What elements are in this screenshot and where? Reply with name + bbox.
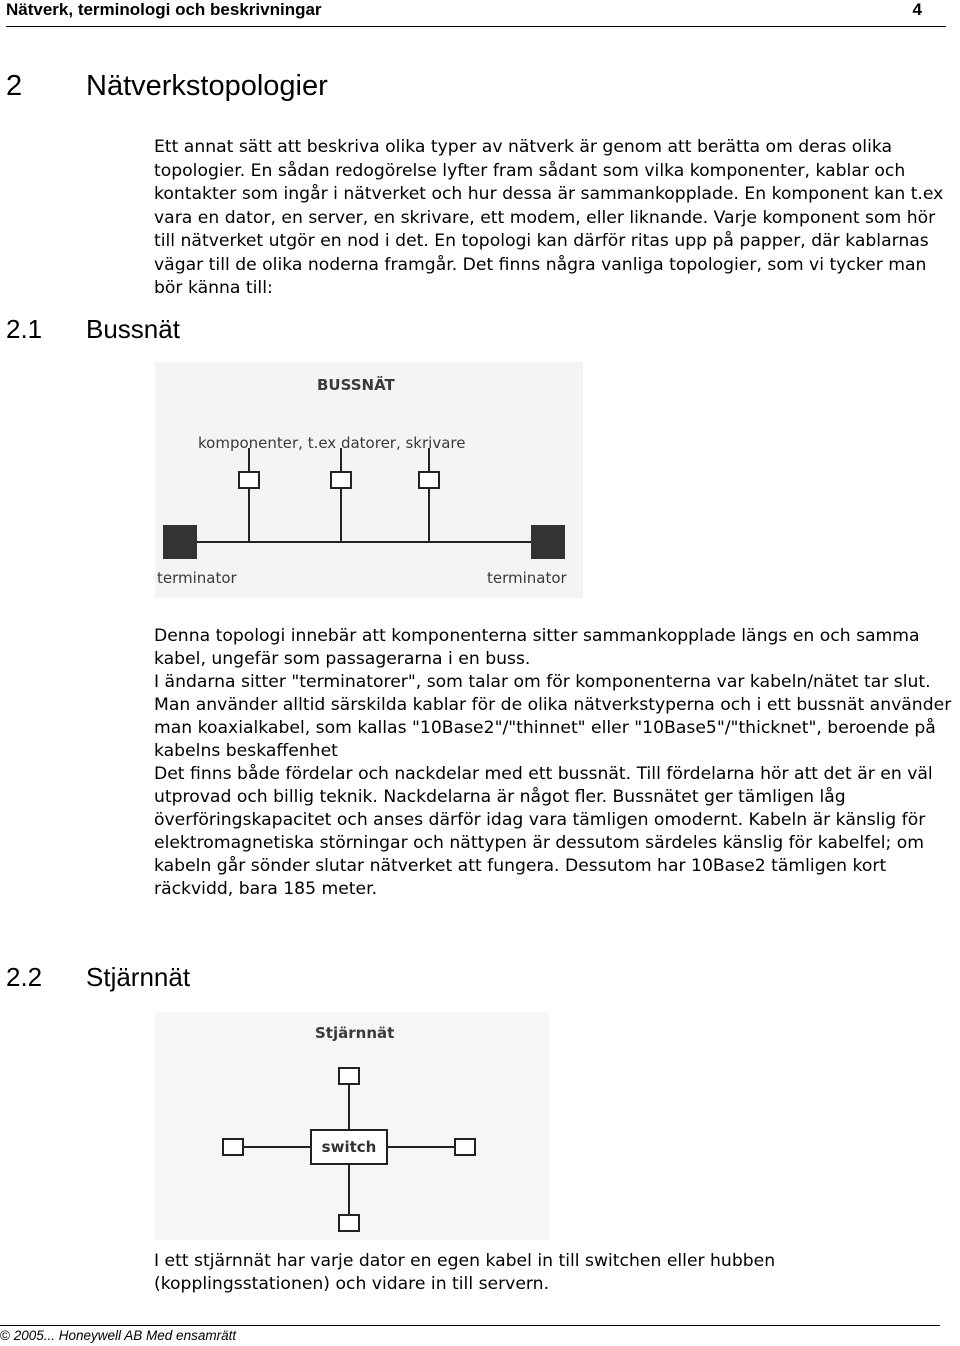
- bus-diagram: [155, 362, 583, 598]
- subsection-title: Bussnät: [86, 314, 180, 344]
- node-box: [223, 1139, 243, 1155]
- terminator-left-block: [163, 525, 197, 559]
- bus-paragraph: Det finns både fördelar och nackdelar med ett bussnät. Till fördelarna hör att det är en väl utprovad och billig teknik. Nackdelarna är något fler. Bussnätet ger tämligen låg överföringskapacitet och anses därför idag vara tämligen omodernt. Kabeln är känslig för elektromagnetiska störningar och nättypen är dessutom särdeles känslig för kabelfel; om kabeln går sönder slutar nätverket att fungera. Dessutom har 10Base2 tämligen kort räckvidd, bara 185 meter.: [154, 764, 933, 899]
- section-heading-2: [6, 70, 328, 103]
- document-title: Nätverk, terminologi och beskrivningar: [6, 0, 322, 19]
- intro-paragraph: [154, 136, 954, 301]
- subsection-title: Stjärnnät: [86, 962, 191, 992]
- bus-diagram-graphic: [155, 362, 583, 598]
- node-box: [455, 1139, 475, 1155]
- node-box: [339, 1068, 359, 1084]
- terminator-right-label: terminator: [487, 569, 567, 587]
- node-box: [419, 472, 439, 488]
- node-box: [331, 472, 351, 488]
- copyright-icon: ©: [0, 1328, 10, 1343]
- components-label: komponenter, t.ex datorer, skrivare: [198, 434, 466, 452]
- switch-label: switch: [321, 1138, 377, 1156]
- subsection-number: 2.1: [6, 314, 43, 344]
- page-header: [6, 0, 946, 27]
- star-paragraph: I ett stjärnnät har varje dator en egen kabel in till switchen eller hubben (kopplingsstationen) och vidare in till servern.: [154, 1251, 776, 1294]
- bus-paragraph: I ändarna sitter "terminatorer", som talar om för komponenterna var kabeln/nätet tar slut.: [154, 672, 931, 692]
- section-number: 2: [6, 70, 23, 102]
- intro-text: Ett annat sätt att beskriva olika typer av nätverk är genom att berätta om deras olika topologier. En sådan redogörelse lyfter fram sådant som vilka komponenter, kablar och kontakter som ingår i nätverket och hur dessa är sammankopplade. En komponent kan t.ex vara en dator, en server, en skrivare, ett modem, eller liknande. Varje komponent som hör till nätverket utgör en nod i det. En topologi kan därför ritas upp på papper, där kablarnas vägar till de olika noderna framgår. Det finns några vanliga topologier, som vi tycker man bör känna till:: [154, 137, 944, 298]
- bus-paragraph: Denna topologi innebär att komponenterna sitter sammankopplade längs en och samma kabel, ungefär som passagerarna i en buss.: [154, 626, 920, 669]
- star-diagram: [155, 1012, 549, 1240]
- section-heading-2-1: [6, 314, 180, 345]
- page-number: 4: [912, 0, 922, 19]
- bus-figure-title: BUSSNÄT: [317, 376, 395, 394]
- footer-text: 2005... Honeywell AB Med ensamrätt: [13, 1328, 237, 1343]
- section-heading-2-2: [6, 962, 190, 993]
- bus-description: [154, 625, 954, 901]
- node-box: [239, 472, 259, 488]
- star-diagram-graphic: [155, 1012, 549, 1240]
- page-footer: [0, 1325, 940, 1343]
- terminator-right-block: [531, 525, 565, 559]
- terminator-left-label: terminator: [157, 569, 237, 587]
- bus-paragraph: Man använder alltid särskilda kablar för de olika nätverkstyperna och i ett bussnät använder man koaxialkabel, som kallas "10Base2"/"thinnet" eller "10Base5"/"thicknet", beroende på kabelns beskaffenhet: [154, 695, 952, 761]
- subsection-number: 2.2: [6, 962, 43, 992]
- node-box: [339, 1215, 359, 1231]
- star-description: [154, 1250, 954, 1296]
- section-title: Nätverkstopologier: [86, 70, 328, 102]
- star-figure-title: Stjärnnät: [315, 1024, 395, 1042]
